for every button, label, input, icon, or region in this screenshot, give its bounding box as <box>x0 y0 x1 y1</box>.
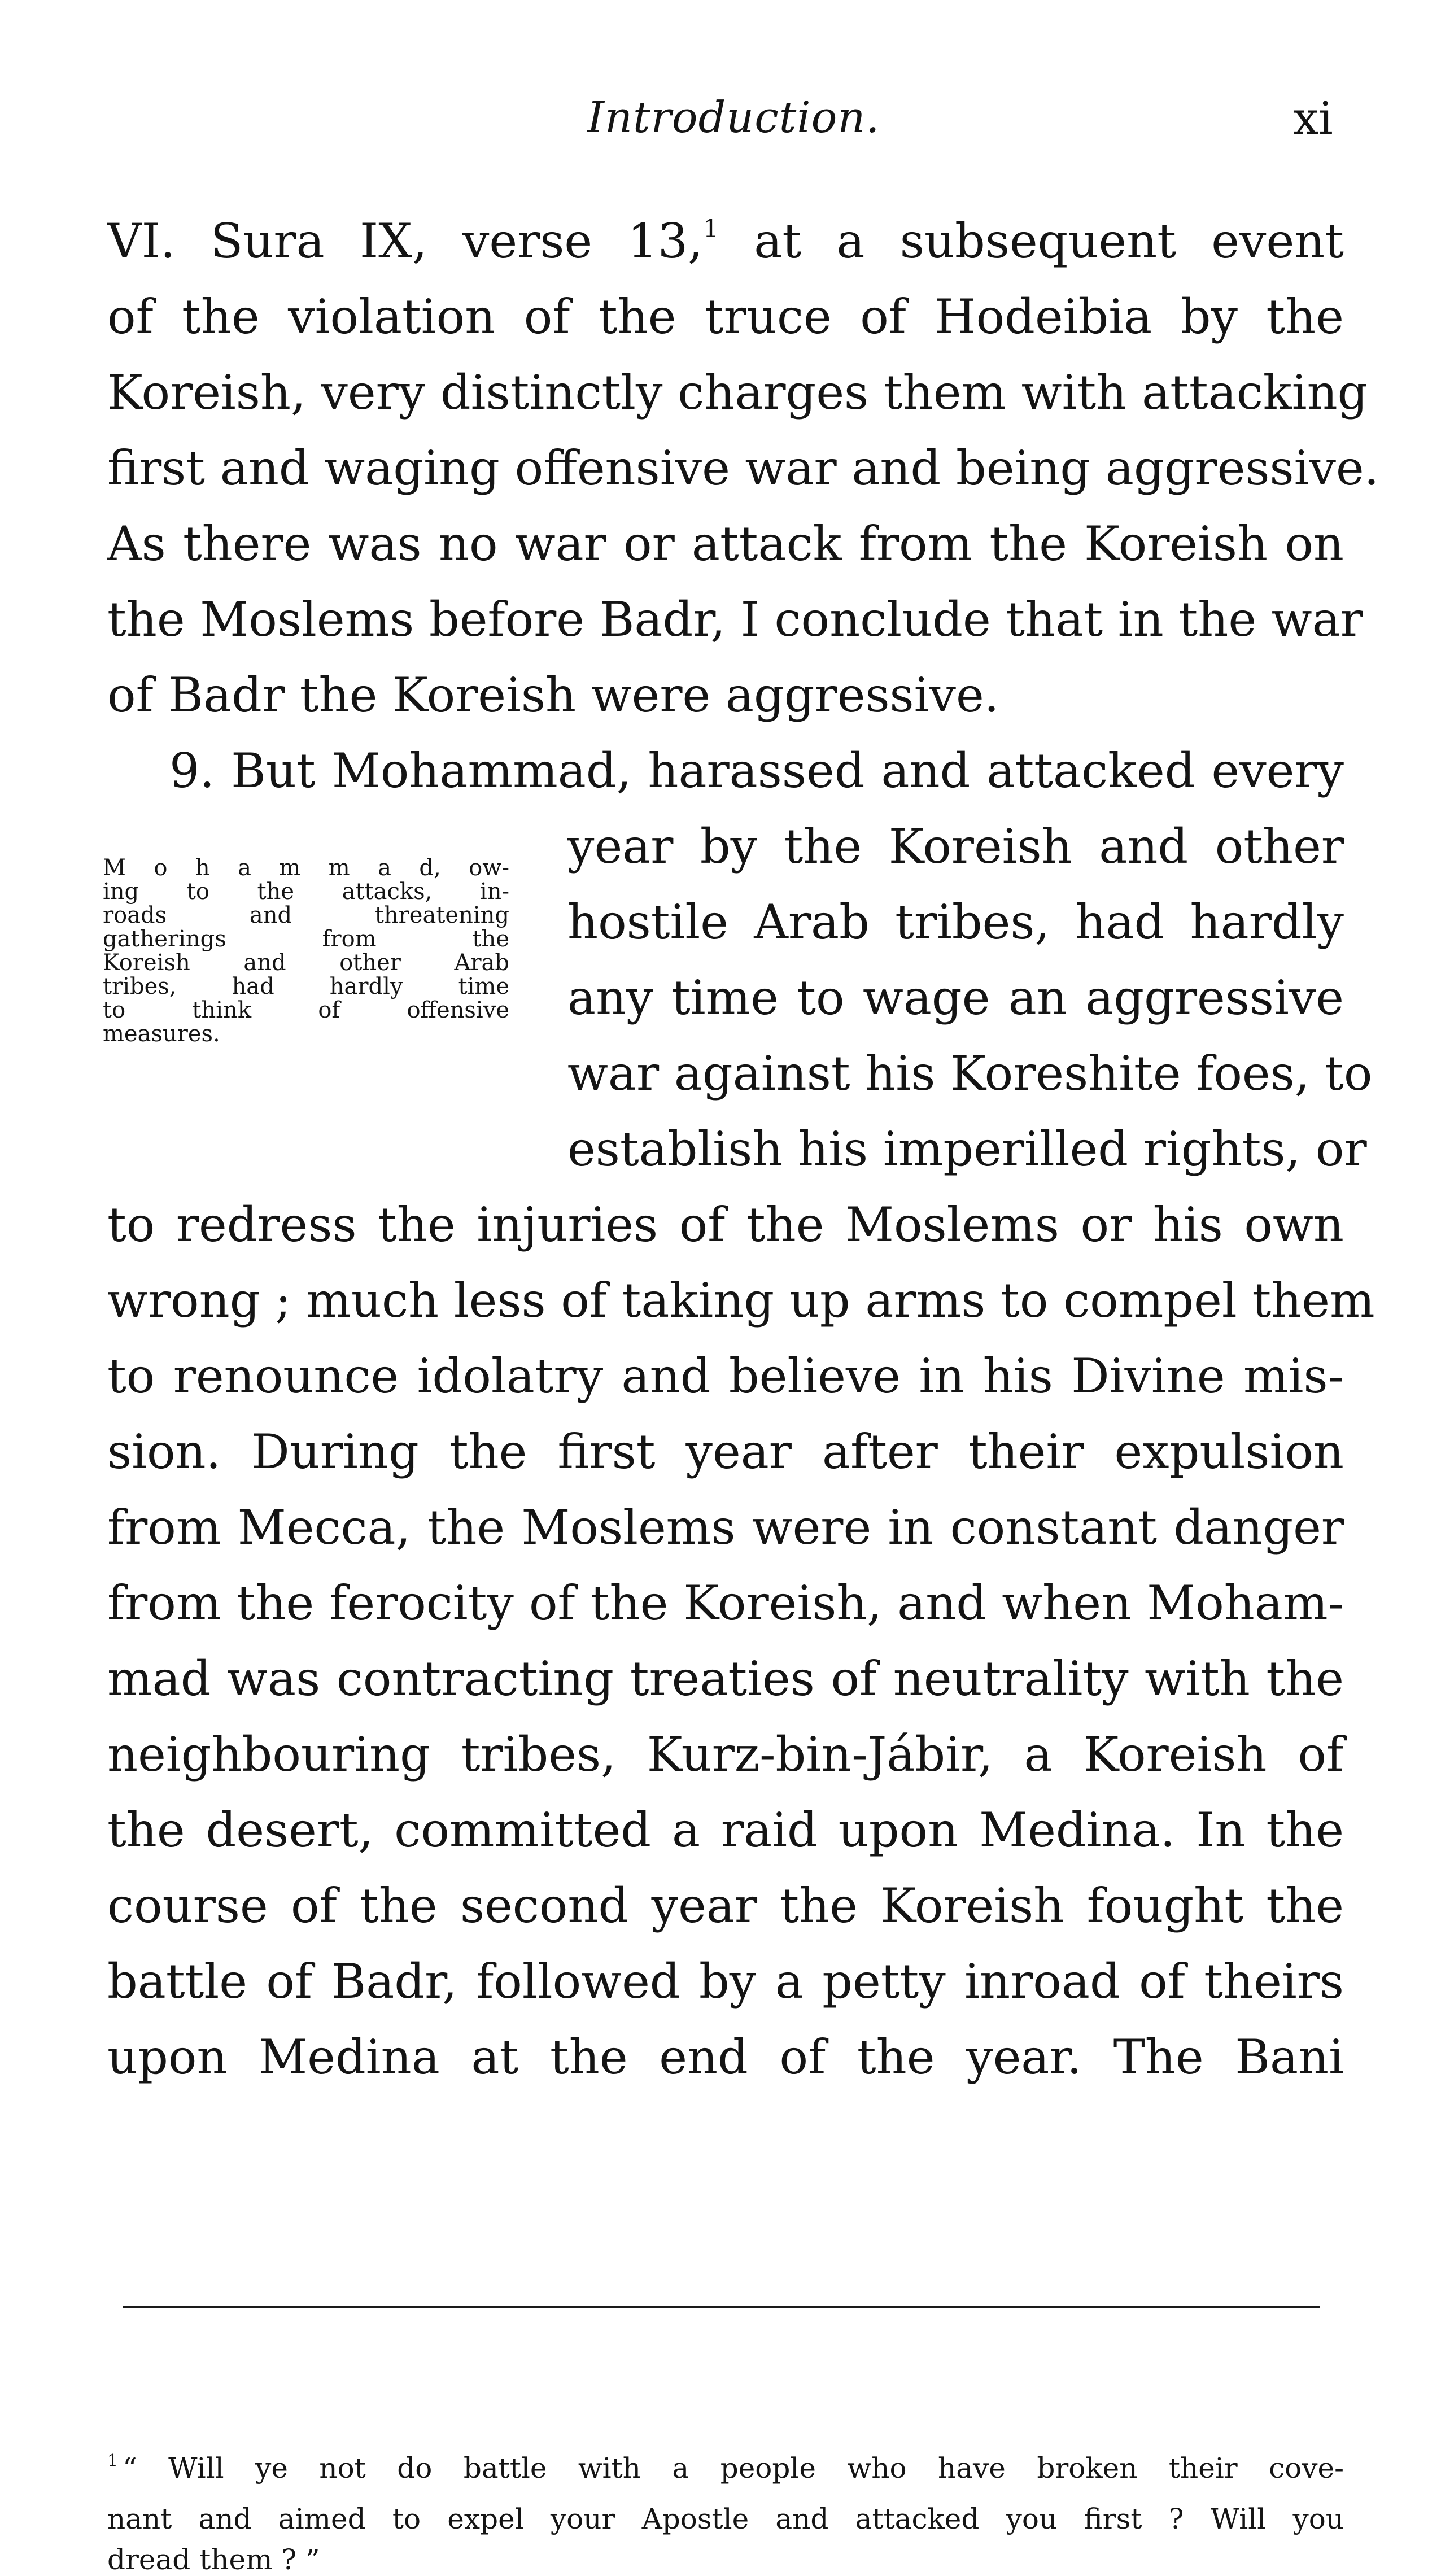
body-line: to redress the injuries of the Moslems or his own <box>107 1197 1344 1252</box>
body-line: upon Medina at the end of the year. The Bani <box>107 2029 1344 2085</box>
body-line: battle of Badr, followed by a petty inroad of theirs <box>107 1954 1344 2009</box>
sidenote-line: M o h a m m a d, ow- <box>103 855 509 881</box>
footnote-line: nant and aimed to expel your Apostle and attacked you first ? Will you <box>107 2503 1344 2535</box>
body-line: from Mecca, the Moslems were in constant danger <box>107 1500 1344 1555</box>
body-line: war against his Koreshite foes, to <box>567 1046 1373 1101</box>
paragraph-9-first-line: 9. But Mohammad, harassed and attacked every <box>169 743 1344 798</box>
body-line: hostile Arab tribes, had hardly <box>567 894 1344 950</box>
paragraph-vi-continuation: at a subsequent event <box>718 213 1344 269</box>
body-line: establish his imperilled rights, or <box>567 1121 1367 1177</box>
body-line: wrong ; much less of taking up arms to compel them <box>107 1273 1375 1328</box>
body-line: As there was no war or attack from the Koreish on <box>107 516 1344 571</box>
paragraph-vi-opening: VI. Sura IX, verse 13, <box>107 213 703 269</box>
sidenote-line: ing to the attacks, in- <box>103 879 509 905</box>
footnote-reference: 1 <box>702 215 719 243</box>
sidenote-line: Koreish and other Arab <box>103 950 509 976</box>
body-line: from the ferocity of the Koreish, and when Moham- <box>107 1575 1344 1631</box>
body-line: any time to wage an aggressive <box>567 970 1344 1025</box>
body-line: first and waging offensive war and being aggressive. <box>107 440 1379 496</box>
sidenote-line: tribes, had hardly time <box>103 973 509 999</box>
body-line: year by the Koreish and other <box>567 819 1344 874</box>
sidenote-line: gatherings from the <box>103 926 509 952</box>
page-number: xi <box>1293 92 1333 145</box>
body-line: the Moslems before Badr, I conclude that in the war <box>107 592 1363 647</box>
body-line: mad was contracting treaties of neutrality with the <box>107 1651 1344 1706</box>
footnote-line <box>107 2443 1344 2494</box>
marginal-sidenote <box>103 856 509 1046</box>
body-line: of Badr the Koreish were aggressive. <box>107 667 999 723</box>
paragraph-vi-line-1 <box>107 203 1344 279</box>
sidenote-line: roads and threatening <box>103 902 509 928</box>
sidenote-line: measures. <box>103 1021 220 1047</box>
body-line: neighbouring tribes, Kurz-bin-Jábir, a Koreish of <box>107 1727 1344 1782</box>
body-line: the desert, committed a raid upon Medina. In the <box>107 1802 1344 1858</box>
footnote-line: dread them ? ” <box>107 2543 320 2576</box>
body-line: course of the second year the Koreish fought the <box>107 1878 1344 1933</box>
sidenote-line: to think of offensive <box>103 997 509 1023</box>
footnote-rule <box>123 2306 1320 2308</box>
body-line: to renounce idolatry and believe in his Divine mis- <box>107 1348 1344 1404</box>
body-line: of the violation of the truce of Hodeibia by the <box>107 289 1344 344</box>
footnote-marker: 1 <box>107 2451 119 2471</box>
body-line: Koreish, very distinctly charges them with attacking <box>107 365 1368 420</box>
body-line: sion. During the first year after their expulsion <box>107 1424 1344 1479</box>
footnote-text: “ Will ye not do battle with a people who have broken their cove- <box>123 2452 1344 2485</box>
running-title: Introduction. <box>587 92 880 142</box>
